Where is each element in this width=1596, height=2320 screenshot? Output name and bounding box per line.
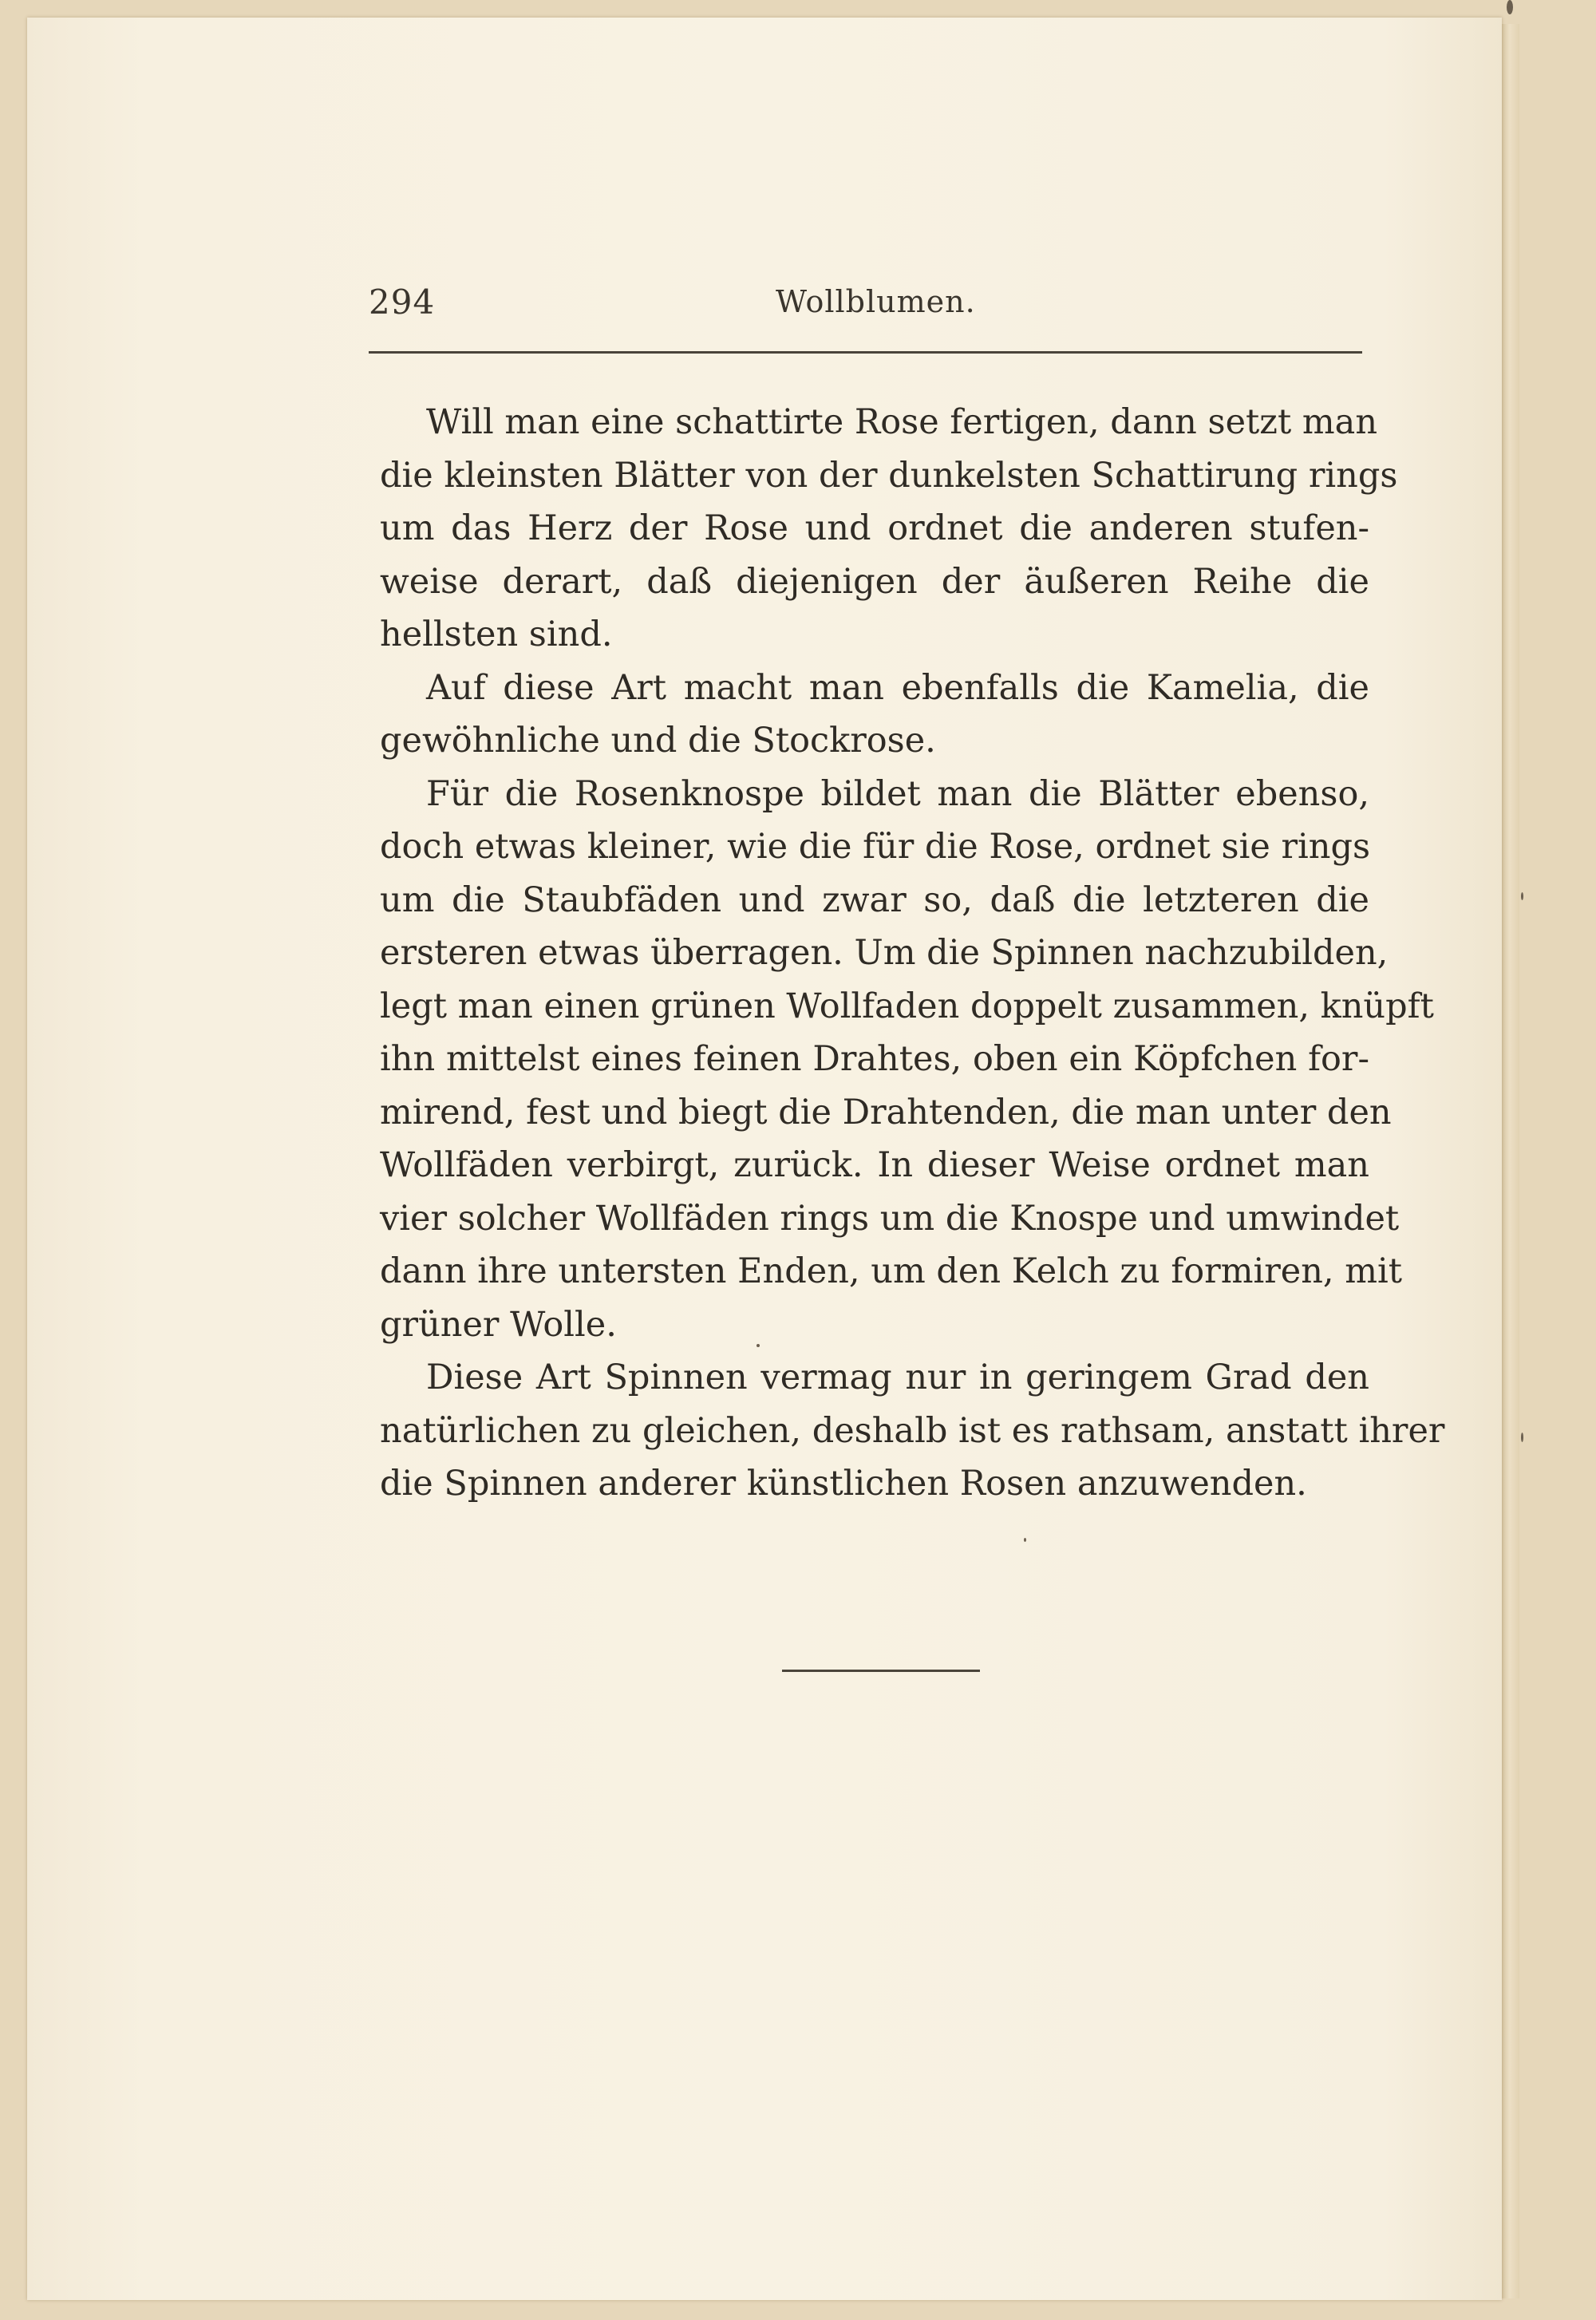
text-line: die kleinsten Blätter von der dunkelsten Schattirung rings <box>380 455 1398 496</box>
paragraph <box>380 768 1434 1352</box>
paragraph <box>380 1351 1445 1511</box>
text-line: Für die Rosenknospe bildet man die Blätter ebenso, <box>426 773 1369 814</box>
text-line: grüner Wolle. <box>380 1304 617 1345</box>
text-line: um die Staubfäden und zwar so, daß die letzteren die <box>380 879 1369 920</box>
text-line: dann ihre untersten Enden, um den Kelch zu formiren, mit <box>380 1251 1403 1291</box>
text-line: Diese Art Spinnen vermag nur in geringem Grad den <box>426 1358 1369 1397</box>
header-rule <box>369 351 1362 354</box>
text-line: Will man eine schattirte Rose fertigen, dann setzt man <box>426 402 1378 442</box>
paper-speck <box>757 1344 760 1347</box>
text-line: mirend, fest und biegt die Drahtenden, die man unter den <box>380 1092 1392 1132</box>
paragraph <box>380 396 1398 662</box>
text-line: weise derart, daß diejenigen der äußeren Reihe die <box>380 561 1369 602</box>
page-number: 294 <box>369 283 436 322</box>
text-line: um das Herz der Rose und ordnet die anderen stufen- <box>380 508 1369 548</box>
text-line: die Spinnen anderer künstlichen Rosen anzuwenden. <box>380 1464 1307 1504</box>
text-line: Wollfäden verbirgt, zurück. In dieser Weise ordnet man <box>380 1145 1369 1185</box>
paper-speck <box>1521 892 1523 900</box>
paragraph <box>380 662 1369 768</box>
text-line: gewöhnliche und die Stockrose. <box>380 721 936 761</box>
text-line: ihn mittelst eines feinen Drahtes, oben ein Köpfchen for- <box>380 1039 1369 1079</box>
page-edge-shadow <box>1502 24 1519 2298</box>
paper-speck <box>1521 1433 1523 1442</box>
text-line: natürlichen zu gleichen, deshalb ist es rathsam, anstatt ihrer <box>380 1410 1445 1451</box>
body-text <box>380 396 1445 1511</box>
text-line: doch etwas kleiner, wie die für die Rose, ordnet sie rings <box>380 827 1371 867</box>
text-line: ersteren etwas überragen. Um die Spinnen nachzubilden, <box>380 933 1389 973</box>
running-header <box>369 283 1362 338</box>
text-line: vier solcher Wollfäden rings um die Knospe und umwindet <box>380 1198 1400 1239</box>
text-line: legt man einen grünen Wollfaden doppelt zusammen, knüpft <box>380 986 1434 1026</box>
paper-speck <box>1024 1538 1026 1542</box>
end-rule <box>782 1670 980 1672</box>
paper-speck <box>1507 0 1513 14</box>
text-line: hellsten sind. <box>380 615 613 654</box>
running-title: Wollblumen. <box>776 284 976 319</box>
text-line: Auf diese Art macht man ebenfalls die Kamelia, die <box>426 667 1369 708</box>
